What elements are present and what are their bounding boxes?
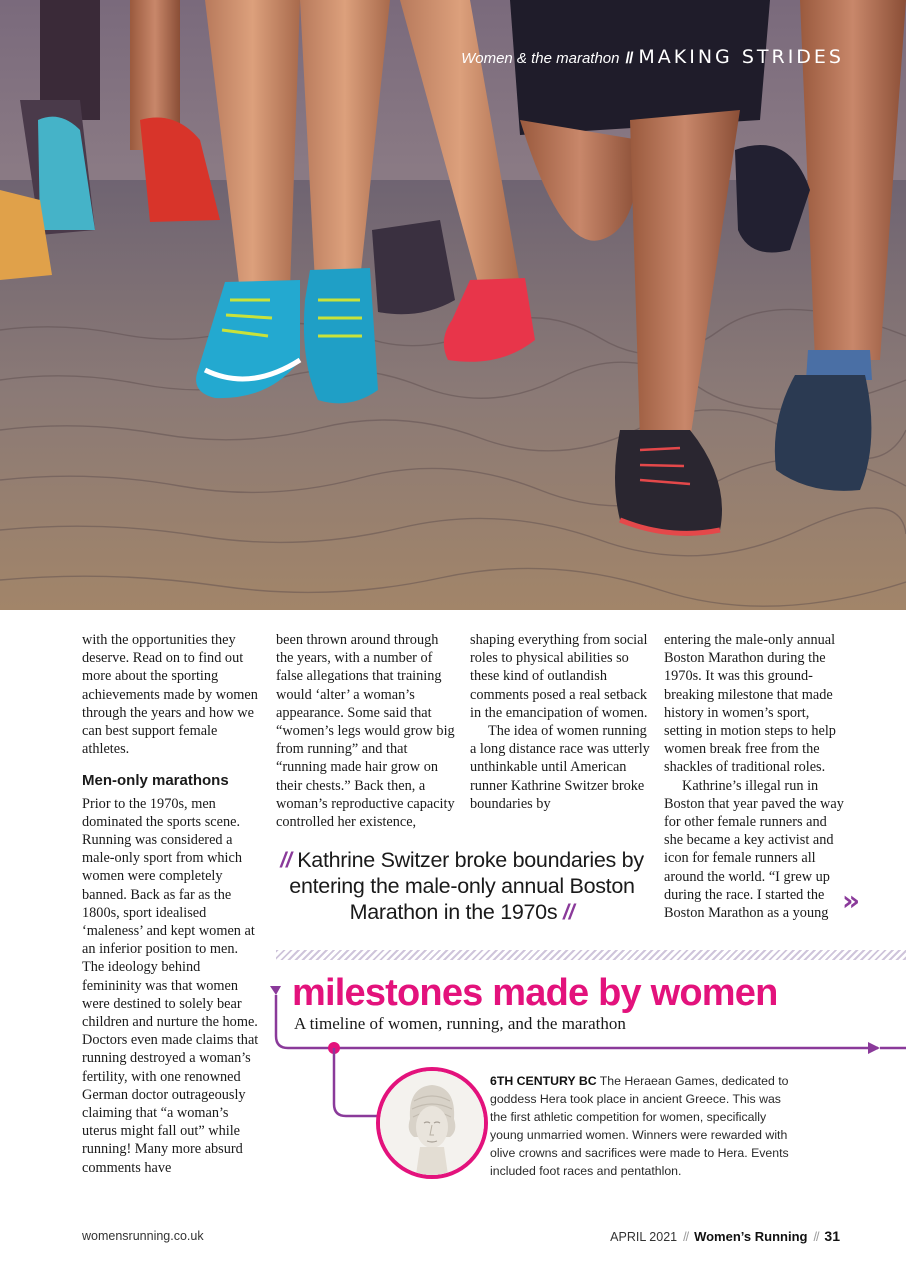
body-paragraph: Prior to the 1970s, men dominated the sports scene. Running was considered a male-only sport from which women were completely banned. Back as far as the 1800s, sport idealised ‘maleness’ and kept women at an inferior position to men. The ideology behind femininity was that women were destined to solely bear children and nurture the home. Doctors even made claims that running destroyed a woman’s fertility, with one renowned German doctor outrageously claiming that “a woman’s uterus might fall out” while running! Many more absurd comments have <box>82 795 259 1176</box>
folio <box>610 1228 840 1244</box>
timeline-entry-text: The Heraean Games, dedicated to goddess Hera took place in ancient Greece. This was the first athletic competition for women, specifically young unmarried women. Winners were rewarded with olive crowns and sacrifices were made to Hera. Events included foot races and pentathlon. <box>490 1074 789 1178</box>
subheading-men-only-marathons: Men-only marathons <box>82 772 229 790</box>
continue-arrow-icon: » <box>842 884 855 917</box>
timeline-subtitle: A timeline of women, running, and the marathon <box>294 1014 626 1033</box>
hera-bust-icon <box>376 1067 488 1179</box>
timeline-entry <box>490 1072 795 1180</box>
footer-website: womensrunning.co.uk <box>82 1229 204 1243</box>
folio-separator: // <box>813 1230 819 1244</box>
pull-quote-close-mark: // <box>562 900 575 924</box>
section-label: Women & the marathon <box>461 50 620 67</box>
timeline-entry-era: 6TH CENTURY BC <box>490 1074 597 1088</box>
pull-quote-open-mark: // <box>280 848 292 872</box>
body-paragraph: shaping everything from social roles to physical abilities so these kind of outlandish comments posed a real setback in the emancipation of women. <box>470 632 648 721</box>
running-head-separator: // <box>625 50 633 67</box>
feature-title: MAKING STRIDES <box>638 46 844 68</box>
page-number: 31 <box>824 1228 840 1244</box>
issue-date: APRIL 2021 <box>610 1230 678 1244</box>
body-paragraph: Kathrine’s illegal run in Boston that year paved the way for other female runners and she became a key activist and icon for female runners all around the world. “I grew up during the race. I started the Boston Marathon as a young <box>664 777 844 922</box>
pull-quote-text: Kathrine Switzer broke boundaries by entering the male-only annual Boston Marathon in the 1970s <box>289 848 644 924</box>
intro-paragraph: with the opportunities they deserve. Read on to find out more about the sporting achievements made by women through the years and how we can best support female athletes. <box>82 632 258 758</box>
magazine-name: Women’s Running <box>694 1229 808 1244</box>
body-paragraph: been thrown around through the years, with a number of false allegations that training would ‘alter’ a woman’s appearance. Some said that “women’s legs would grow big from running” and that “running made hair grow on their chests.” Back then, a woman’s reproductive capacity controlled her existence, <box>276 632 455 831</box>
body-paragraph: The idea of women running a long distance race was utterly unthinkable until American runner Kathrine Switzer broke boundaries by <box>470 723 650 812</box>
body-paragraph: entering the male-only annual Boston Marathon during the 1970s. It was this ground-breaking milestone that made history in women’s sport, setting in motion steps to help women break free from the shackles of traditional roles. <box>664 632 836 776</box>
timeline-title: milestones made by women <box>292 972 778 1014</box>
folio-separator: // <box>683 1230 689 1244</box>
